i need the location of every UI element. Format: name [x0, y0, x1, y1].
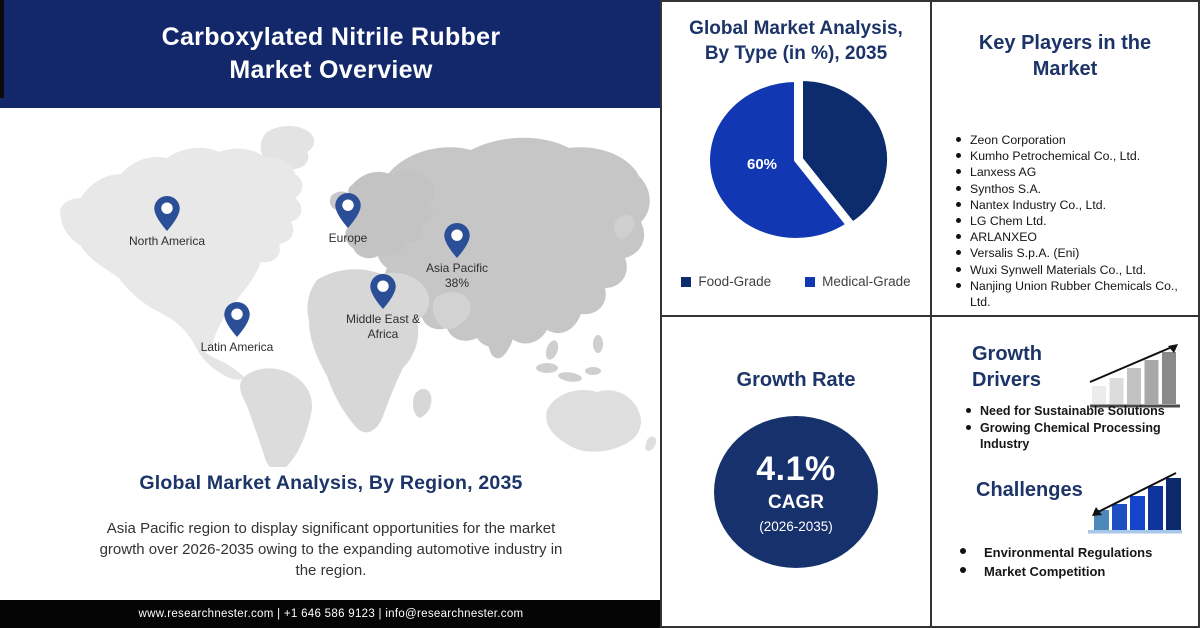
location-pin-icon: [224, 302, 250, 338]
bullet-icon: [956, 267, 961, 272]
legend-item-medical-grade: [805, 274, 911, 289]
challenge-item: [960, 543, 1186, 562]
region-label-asia-pacific: Asia Pacific 38%: [425, 261, 489, 290]
bullet-icon: [956, 218, 961, 223]
bullet-icon: [956, 169, 961, 174]
key-player-name: Kumho Petrochemical Co., Ltd.: [970, 149, 1141, 164]
landmass-island-1: [536, 363, 558, 373]
legend-item-food-grade: [681, 274, 771, 289]
cagr-period: (2026-2035): [759, 519, 833, 534]
growth-driver-item: [966, 420, 1178, 453]
key-player-name: Zeon Corporation: [970, 133, 1066, 147]
key-player-item: [956, 213, 1188, 229]
landmass-island-2: [557, 371, 582, 383]
landmass-south-america: [240, 368, 312, 467]
challenge-text: Environmental Regulations: [984, 545, 1153, 560]
left-edge-accent: [0, 0, 4, 98]
landmass-north-america: [60, 148, 302, 353]
landmass-india: [485, 312, 515, 358]
key-player-item: [956, 278, 1188, 310]
bullet-icon: [960, 567, 966, 573]
region-chart-title: Global Market Analysis, By Region, 2035: [139, 472, 523, 494]
key-player-item: [956, 148, 1188, 164]
location-pin-icon: [370, 274, 396, 310]
landmass-australia: [546, 390, 641, 452]
region-description: Asia Pacific region to display significant opportunities for the market growth over 2026-2035 owing to the expanding automotive industry in the region.: [99, 520, 563, 579]
growth-rate-circle: [714, 416, 878, 568]
key-player-name: Synthos S.A.: [970, 181, 1042, 196]
region-label-north-america: North America: [128, 234, 206, 248]
bullet-icon: [956, 186, 961, 191]
key-player-name: LG Chem Ltd.: [970, 214, 1047, 229]
bullet-icon: [956, 137, 961, 142]
region-label-latin-america: Latin America: [200, 340, 274, 354]
footer-bar: [0, 600, 662, 628]
key-player-name: Versalis S.p.A. (Eni): [970, 246, 1080, 261]
map-pin-north-america: [154, 196, 180, 232]
page-title: [162, 21, 501, 87]
key-player-name: Lanxess AG: [970, 165, 1037, 180]
landmass-island-3: [585, 367, 601, 375]
page-title-line1: Carboxylated Nitrile Rubber: [161, 23, 501, 51]
growth-rate-title: Growth Rate: [736, 369, 856, 391]
bullet-icon: [966, 408, 971, 413]
region-label-europe: Europe: [328, 231, 368, 245]
growth-driver-item: [966, 403, 1178, 420]
pie-legend: [662, 274, 930, 289]
location-pin-icon: [335, 193, 361, 229]
landmass-island-4: [593, 335, 603, 353]
growth-drivers-title: Growth Drivers: [972, 343, 1042, 391]
key-player-name: ARLANXEO: [970, 230, 1037, 245]
key-player-item: [956, 181, 1188, 197]
key-players-title: Key Players in the Market: [978, 32, 1152, 80]
map-pin-asia-pacific: [444, 223, 470, 259]
landmass-new-zealand: [645, 436, 656, 450]
growth-driver-text: Need for Sustainable Solutions: [980, 404, 1165, 418]
landmass-africa: [307, 269, 429, 432]
pie-chart-panel: [660, 0, 932, 317]
cagr-label: CAGR: [768, 492, 824, 513]
legend-swatch-food-grade: [681, 277, 691, 287]
key-player-name: Nantex Industry Co., Ltd.: [970, 197, 1107, 212]
bullet-icon: [956, 250, 961, 255]
landmass-island-5: [544, 339, 561, 361]
bullet-icon: [956, 283, 961, 288]
bullet-icon: [966, 425, 971, 430]
key-player-item: [956, 197, 1188, 213]
growth-rate-panel: [660, 315, 932, 628]
map-pin-europe: [335, 193, 361, 229]
key-player-name: Nanjing Union Rubber Chemicals Co., Ltd.: [970, 278, 1178, 310]
location-pin-icon: [154, 196, 180, 232]
cagr-value: 4.1%: [756, 450, 836, 488]
declining-arrow-bar-chart-icon: [1086, 471, 1184, 544]
legend-label-medical-grade: Medical-Grade: [822, 274, 911, 289]
drivers-challenges-panel: [930, 315, 1200, 628]
key-players-list: [932, 132, 1198, 310]
key-player-item: [956, 229, 1188, 245]
bullet-icon: [956, 234, 961, 239]
challenge-text: Market Competition: [984, 564, 1106, 579]
legend-label-food-grade: Food-Grade: [698, 274, 772, 289]
title-banner: [0, 0, 662, 108]
bullet-icon: [960, 548, 966, 554]
key-player-item: [956, 245, 1188, 261]
world-map: [55, 122, 660, 467]
map-pin-latin-america: [224, 302, 250, 338]
key-player-name: Wuxi Synwell Materials Co., Ltd.: [970, 262, 1147, 277]
growth-driver-text: Growing Chemical Processing Industry: [980, 420, 1161, 451]
key-player-item: [956, 132, 1188, 148]
location-pin-icon: [444, 223, 470, 259]
bullet-icon: [956, 153, 961, 158]
pie-chart-graphic: [696, 72, 896, 252]
footer-contact-text: www.researchnester.com | +1 646 586 9123 | info@researchnester.com: [138, 608, 524, 620]
page-title-line2: Market Overview: [229, 56, 433, 84]
growth-drivers-list: [966, 403, 1178, 453]
landmass-madagascar: [413, 389, 431, 418]
key-player-item: [956, 164, 1188, 180]
challenges-title: Challenges: [976, 479, 1083, 501]
world-map-graphic: [55, 122, 660, 467]
pie-data-label-60: 60%: [746, 156, 778, 173]
legend-swatch-medical-grade: [805, 277, 815, 287]
key-players-panel: [930, 0, 1200, 317]
map-pin-middle-east-africa: [370, 274, 396, 310]
bullet-icon: [956, 202, 961, 207]
challenges-list: [960, 543, 1186, 581]
pie-chart-title: Global Market Analysis, By Type (in %), 2035: [689, 18, 903, 64]
region-label-middle-east-africa: Middle East & Africa: [345, 312, 421, 341]
key-player-item: [956, 262, 1188, 278]
challenge-item: [960, 562, 1186, 581]
pie-chart: [696, 72, 896, 252]
